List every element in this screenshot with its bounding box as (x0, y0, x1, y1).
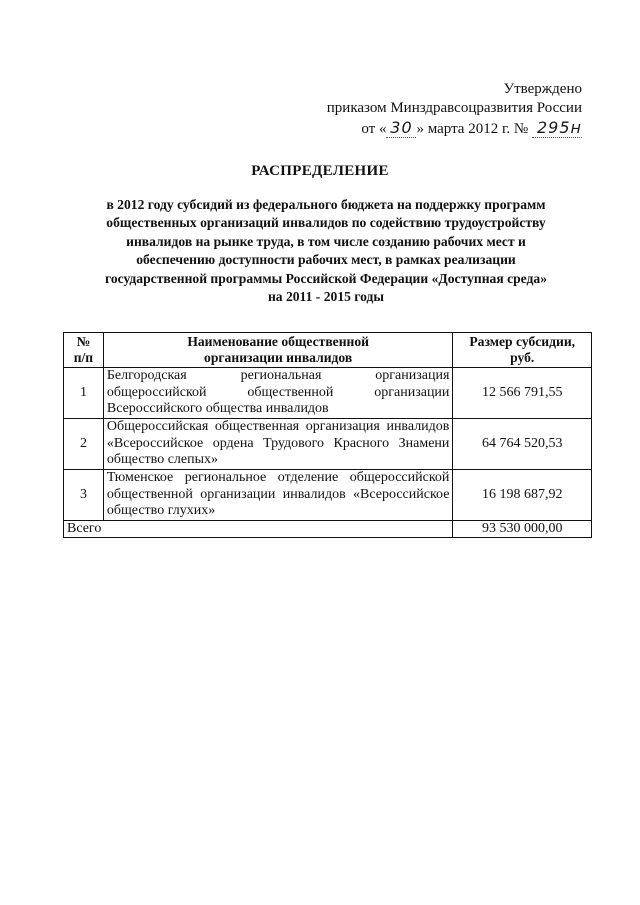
total-amount: 93 530 000,00 (453, 521, 592, 538)
date-prefix: от « (361, 121, 387, 137)
document-subtitle (78, 196, 574, 306)
table-row (64, 368, 592, 419)
row-organization-name: Белгородская региональная организация общероссийской общественной организации Всероссийского общества инвалидов (103, 368, 453, 419)
approval-order: приказом Минздравсоцразвития России (326, 100, 582, 116)
approval-date-line (327, 118, 582, 139)
row-amount: 16 198 687,92 (453, 470, 592, 521)
handwritten-order-number: 295н (532, 118, 582, 138)
subtitle-line: на 2011 - 2015 годы (267, 289, 385, 305)
handwritten-day: 30 (386, 118, 416, 138)
subtitle-line: инвалидов на рынке труда, в том числе созданию рабочих мест и (126, 233, 526, 249)
total-label: Всего (64, 521, 453, 538)
header-name-line1: Наименование общественной (187, 334, 369, 349)
header-name (103, 333, 453, 368)
row-num: 3 (64, 470, 104, 521)
table-row (64, 470, 592, 521)
row-num: 2 (64, 419, 104, 470)
approval-label: Утверждено (503, 81, 582, 97)
row-amount: 64 764 520,53 (453, 419, 592, 470)
header-num-line2: п/п (73, 350, 94, 365)
approval-block (327, 80, 582, 139)
subtitle-line: в 2012 году субсидий из федерального бюджета на поддержку программ (106, 197, 546, 212)
header-name-line2: организации инвалидов (204, 350, 353, 365)
document-title: РАСПРЕДЕЛЕНИЕ (251, 163, 389, 179)
row-num: 1 (64, 368, 104, 419)
row-organization-name: Тюменское региональное отделение общероссийской общественной организации инвалидов «Всероссийское общество глухих» (103, 470, 453, 521)
table-row (64, 419, 592, 470)
table-header-row (64, 333, 592, 368)
header-num (64, 333, 104, 368)
header-num-line1: № (76, 334, 91, 349)
distribution-table (63, 332, 592, 538)
date-middle: » марта 2012 г. № (416, 121, 529, 137)
subtitle-line: государственной программы Российской Федерации «Доступная среда» (105, 270, 547, 286)
header-amount-line2: руб. (510, 350, 535, 365)
header-amount (453, 333, 592, 368)
header-amount-line1: Размер субсидии, (469, 334, 576, 349)
subtitle-line: обеспечению доступности рабочих мест, в рамках реализации (136, 252, 516, 268)
table-total-row (64, 521, 592, 538)
row-amount: 12 566 791,55 (453, 368, 592, 419)
row-organization-name: Общероссийская общественная организация инвалидов «Всероссийское ордена Трудового Красного Знамени общество слепых» (103, 419, 453, 470)
subtitle-line: общественных организаций инвалидов по содействию трудоустройству (106, 215, 546, 231)
